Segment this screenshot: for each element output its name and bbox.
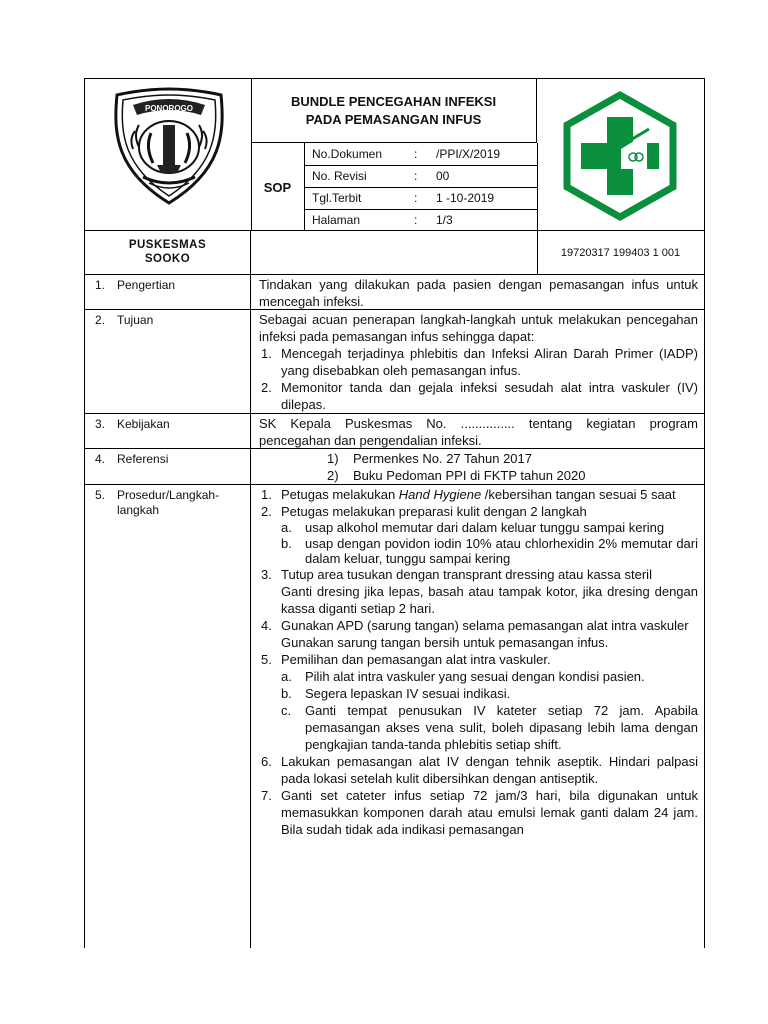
section-number: 2. — [95, 313, 106, 327]
logo-cell — [85, 79, 252, 231]
section-number: 3. — [95, 417, 106, 431]
nip-number: 19720317 199403 1 001 — [560, 247, 681, 259]
section-content — [259, 276, 698, 310]
section-label — [85, 414, 251, 449]
list-text: Petugas melakukan — [281, 487, 399, 502]
list-item — [259, 486, 698, 503]
list-text: Segera lepaskan IV sesuai indikasi. — [305, 686, 511, 701]
paragraph: Tindakan yang dilakukan pada pasien dengan pemasangan infus untuk mencegah infeksi. — [259, 277, 698, 309]
list-marker: c. — [281, 703, 292, 718]
section-referensi — [84, 448, 705, 485]
emphasis-text: Hand Hygiene — [398, 487, 482, 502]
list-text: Mencegah terjadinya phlebitis dan Infeksi Aliran Darah Primer (IADP) yang disebabkan oleh pemasangan infus. — [281, 346, 698, 378]
list-marker: 3. — [261, 567, 272, 582]
section-number: 4. — [95, 452, 106, 466]
organization-name — [85, 231, 251, 275]
section-content — [259, 486, 698, 838]
logo-text: PONOROGO — [144, 104, 194, 113]
section-label — [85, 310, 251, 414]
list-marker: b. — [281, 686, 292, 701]
meta-row-halaman — [304, 209, 537, 231]
section-title: Tujuan — [117, 313, 154, 327]
title-line-1: BUNDLE PENCEGAHAN INFEKSI — [290, 94, 497, 109]
meta-sep: : — [414, 191, 418, 205]
list-item — [259, 753, 698, 787]
list-text: Ganti tempat penusukan IV kateter setiap 72 jam. Apabila pemasangan akses vena sulit, boleh dipasang lebih lama dengan pengkajian tanda-tanda phlebitis setiap shift. — [305, 703, 698, 752]
list-text: Gunakan APD (sarung tangan) selama pemasangan alat intra vaskuler — [281, 618, 689, 633]
sub-list-item — [259, 685, 698, 702]
document-title — [251, 79, 537, 143]
meta-value: 1 -10-2019 — [436, 191, 495, 205]
sub-list-item — [259, 520, 698, 536]
list-item — [259, 450, 698, 467]
list-marker: 7. — [261, 788, 272, 803]
regency-emblem-icon — [109, 85, 229, 209]
list-text: usap alkohol memutar dari dalam keluar tunggu sampai kering — [305, 520, 665, 535]
title-line-2: PADA PEMASANGAN INFUS — [305, 112, 482, 127]
list-marker: 1. — [261, 487, 272, 502]
meta-sep: : — [414, 147, 418, 161]
identity-row — [84, 230, 705, 275]
paragraph: Sebagai acuan penerapan langkah-langkah untuk melakukan pencegahan infeksi pada pemasangan infus sehingga dapat: — [259, 312, 698, 344]
list-marker: 1. — [261, 346, 272, 361]
sop-document — [84, 78, 705, 948]
section-title: Kebijakan — [117, 417, 170, 431]
section-kebijakan — [84, 413, 705, 449]
list-item — [259, 345, 698, 379]
list-text: Lakukan pemasangan alat IV dengan tehnik aseptik. Hindari palpasi pada lokasi setelah kulit dibersihkan dengan antiseptik. — [281, 754, 698, 786]
section-number: 1. — [95, 278, 106, 292]
list-text: Pemilihan dan pemasangan alat intra vaskuler. — [281, 652, 551, 667]
list-text: Ganti set cateter infus setiap 72 jam/3 hari, bila digunakan untuk memasukkan komponen darah atau emulsi lemak ganti dalam 24 jam. Bila sudah tidak ada indikasi pemasangan — [281, 788, 698, 837]
list-marker: b. — [281, 536, 292, 551]
list-marker: 4. — [261, 618, 272, 633]
meta-row-terbit — [304, 187, 537, 210]
list-marker: 2. — [261, 504, 272, 519]
list-note: Gunakan sarung tangan bersih untuk pemasangan infus. — [281, 635, 609, 650]
section-title: Prosedur/Langkah-langkah — [117, 488, 220, 517]
list-marker: 2. — [261, 380, 272, 395]
section-content — [259, 311, 698, 413]
list-note: Ganti dresing jika lepas, basah atau tampak kotor, jika dresing dengan kassa diganti setiap 2 hari. — [281, 584, 698, 616]
meta-key: Tgl.Terbit — [312, 191, 362, 205]
list-text: Buku Pedoman PPI di FKTP tahun 2020 — [353, 468, 586, 483]
list-marker: 6. — [261, 754, 272, 769]
list-text: Petugas melakukan preparasi kulit dengan 2 langkah — [281, 504, 587, 519]
meta-key: No.Dokumen — [312, 147, 383, 161]
list-item — [259, 467, 698, 484]
signature-cell — [251, 231, 538, 275]
meta-sep: : — [414, 169, 418, 183]
section-label — [85, 275, 251, 310]
meta-sep: : — [414, 213, 418, 227]
list-item — [259, 503, 698, 520]
list-marker: 2) — [327, 468, 339, 483]
list-marker: 1) — [327, 451, 339, 466]
meta-row-dokumen — [304, 143, 537, 166]
section-title: Pengertian — [117, 278, 176, 292]
section-title: Referensi — [117, 452, 169, 466]
badge-cell — [537, 79, 704, 231]
sub-list-item — [259, 536, 698, 566]
section-prosedur — [84, 484, 705, 948]
meta-value: 1/3 — [436, 213, 453, 227]
list-text: /kebersihan tangan sesuai 5 saat — [481, 487, 676, 502]
list-text: Permenkes No. 27 Tahun 2017 — [353, 451, 532, 466]
section-tujuan — [84, 309, 705, 414]
section-content — [259, 415, 698, 449]
list-marker: a. — [281, 669, 292, 684]
meta-value: 00 — [436, 169, 450, 183]
list-text: Memonitor tanda dan gejala infeksi sesudah alat intra vaskuler (IV) dilepas. — [281, 380, 698, 412]
sop-label: SOP — [251, 143, 305, 231]
list-marker: a. — [281, 520, 292, 535]
document-meta-table — [304, 143, 538, 231]
section-content — [259, 450, 698, 484]
meta-row-revisi — [304, 165, 537, 188]
list-text: Pilih alat intra vaskuler yang sesuai dengan kondisi pasien. — [305, 669, 645, 684]
meta-key: Halaman — [312, 213, 361, 227]
sub-list-item — [259, 702, 698, 753]
meta-key: No. Revisi — [312, 169, 367, 183]
puskesmas-cross-icon — [555, 91, 685, 221]
list-text: Tutup area tusukan dengan transprant dressing atau kassa steril — [281, 567, 652, 582]
list-item — [259, 787, 698, 838]
list-item — [259, 617, 698, 634]
list-marker: 5. — [261, 652, 272, 667]
sub-list-item — [259, 668, 698, 685]
paragraph: SK Kepala Puskesmas No. ............... tentang kegiatan program pencegahan dan pengendalian infeksi. — [259, 416, 698, 448]
section-number: 5. — [95, 488, 106, 502]
list-item — [259, 566, 698, 583]
list-item — [259, 379, 698, 413]
list-item — [259, 651, 698, 668]
list-text: usap dengan povidon iodin 10% atau chlorhexidin 2% memutar dari dalam keluar, tunggu sampai kering — [305, 536, 698, 566]
section-label — [85, 485, 251, 948]
section-label — [85, 449, 251, 485]
section-pengertian — [84, 274, 705, 310]
document-header — [84, 78, 705, 231]
org-line-2: SOOKO — [144, 253, 191, 265]
meta-value: /PPI/X/2019 — [436, 147, 501, 161]
org-line-1: PUSKESMAS — [128, 239, 207, 251]
